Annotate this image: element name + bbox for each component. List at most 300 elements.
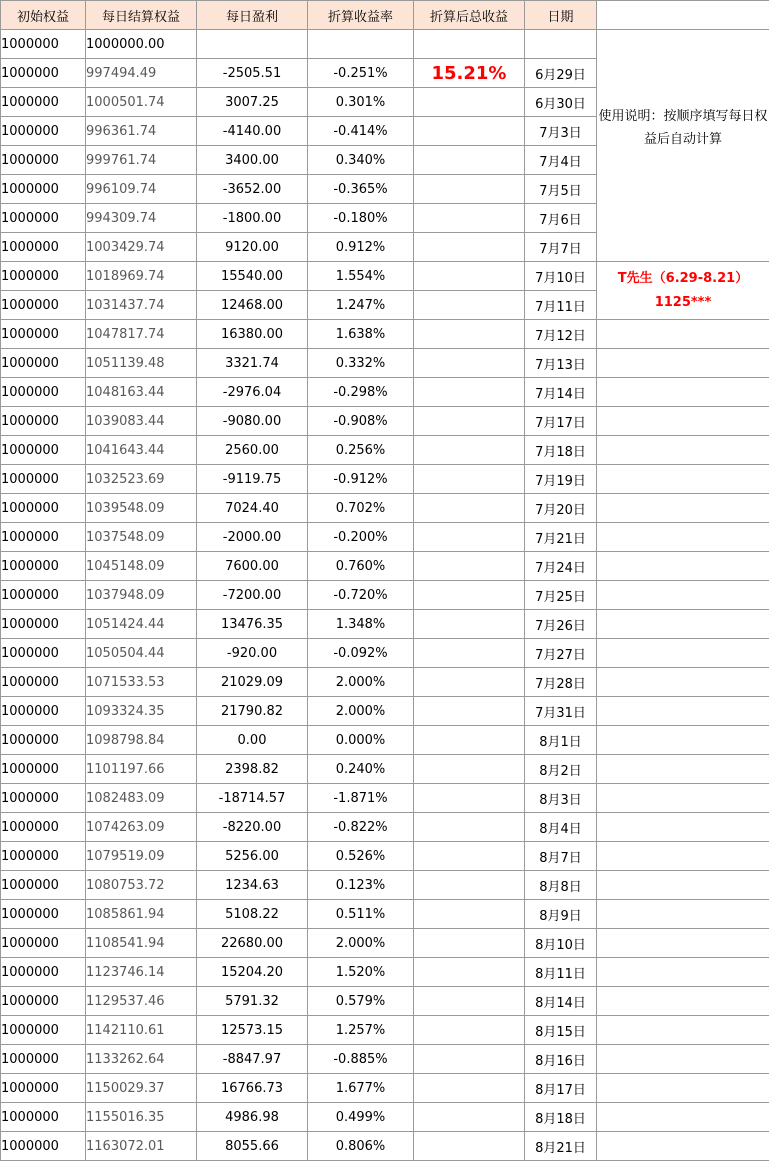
date-cell[interactable]: 8月7日 [525, 842, 597, 871]
daily-profit-cell[interactable]: 7024.40 [197, 494, 308, 523]
date-cell[interactable]: 7月21日 [525, 523, 597, 552]
return-rate-cell[interactable]: 0.702% [308, 494, 414, 523]
total-return-cell[interactable] [414, 1016, 525, 1045]
settlement-equity-cell[interactable]: 1051139.48 [86, 349, 197, 378]
initial-equity-cell[interactable]: 1000000 [1, 987, 86, 1016]
settlement-equity-cell[interactable]: 996109.74 [86, 175, 197, 204]
daily-profit-cell[interactable]: 5256.00 [197, 842, 308, 871]
settlement-equity-cell[interactable]: 1133262.64 [86, 1045, 197, 1074]
daily-profit-cell[interactable]: 12573.15 [197, 1016, 308, 1045]
settlement-equity-cell[interactable]: 1039083.44 [86, 407, 197, 436]
initial-equity-cell[interactable]: 1000000 [1, 436, 86, 465]
daily-profit-cell[interactable]: 5108.22 [197, 900, 308, 929]
return-rate-cell[interactable]: 1.520% [308, 958, 414, 987]
initial-equity-cell[interactable]: 1000000 [1, 88, 86, 117]
initial-equity-cell[interactable]: 1000000 [1, 581, 86, 610]
settlement-equity-cell[interactable]: 1000000.00 [86, 30, 197, 59]
total-return-cell[interactable] [414, 552, 525, 581]
initial-equity-cell[interactable]: 1000000 [1, 30, 86, 59]
settlement-equity-cell[interactable]: 1142110.61 [86, 1016, 197, 1045]
return-rate-cell[interactable]: -0.092% [308, 639, 414, 668]
total-return-cell[interactable] [414, 523, 525, 552]
table-row [1, 552, 769, 581]
date-cell[interactable]: 7月20日 [525, 494, 597, 523]
initial-equity-cell[interactable]: 1000000 [1, 755, 86, 784]
total-return-cell[interactable] [414, 726, 525, 755]
date-cell[interactable]: 8月18日 [525, 1103, 597, 1132]
return-rate-cell[interactable]: 1.638% [308, 320, 414, 349]
settlement-equity-cell[interactable]: 1037948.09 [86, 581, 197, 610]
settlement-equity-cell[interactable]: 997494.49 [86, 59, 197, 88]
initial-equity-cell[interactable]: 1000000 [1, 1016, 86, 1045]
date-cell[interactable]: 7月12日 [525, 320, 597, 349]
total-return-cell[interactable] [414, 407, 525, 436]
date-cell[interactable]: 8月17日 [525, 1074, 597, 1103]
return-rate-cell[interactable]: 1.677% [308, 1074, 414, 1103]
daily-profit-cell[interactable]: 16380.00 [197, 320, 308, 349]
initial-equity-cell[interactable]: 1000000 [1, 204, 86, 233]
total-return-cell[interactable] [414, 378, 525, 407]
total-return-cell[interactable] [414, 813, 525, 842]
date-cell[interactable]: 8月11日 [525, 958, 597, 987]
total-return-cell[interactable] [414, 929, 525, 958]
total-return-cell[interactable] [414, 349, 525, 378]
return-rate-cell[interactable]: -0.414% [308, 117, 414, 146]
initial-equity-cell[interactable]: 1000000 [1, 117, 86, 146]
table-row [1, 842, 769, 871]
total-return-cell[interactable] [414, 117, 525, 146]
note-cell[interactable] [597, 436, 769, 465]
initial-equity-cell[interactable]: 1000000 [1, 494, 86, 523]
initial-equity-cell[interactable]: 1000000 [1, 813, 86, 842]
total-return-cell[interactable] [414, 146, 525, 175]
note-cell[interactable] [597, 871, 769, 900]
client-name: T先生（6.29-8.21） [617, 271, 749, 286]
note-cell[interactable] [597, 1103, 769, 1132]
total-return-cell[interactable] [414, 30, 525, 59]
note-cell[interactable] [597, 1074, 769, 1103]
daily-profit-cell[interactable]: 22680.00 [197, 929, 308, 958]
return-rate-cell[interactable]: -0.180% [308, 204, 414, 233]
table-row [1, 639, 769, 668]
daily-profit-cell[interactable]: 9120.00 [197, 233, 308, 262]
settlement-equity-cell[interactable]: 1129537.46 [86, 987, 197, 1016]
date-cell[interactable]: 8月9日 [525, 900, 597, 929]
date-cell[interactable]: 7月5日 [525, 175, 597, 204]
date-cell[interactable]: 7月28日 [525, 668, 597, 697]
initial-equity-cell[interactable]: 1000000 [1, 233, 86, 262]
return-rate-cell[interactable]: 2.000% [308, 929, 414, 958]
daily-profit-cell[interactable]: 7600.00 [197, 552, 308, 581]
settlement-equity-cell[interactable]: 1085861.94 [86, 900, 197, 929]
settlement-equity-cell[interactable]: 1071533.53 [86, 668, 197, 697]
daily-profit-cell[interactable]: -7200.00 [197, 581, 308, 610]
initial-equity-cell[interactable]: 1000000 [1, 1103, 86, 1132]
daily-profit-cell[interactable]: 16766.73 [197, 1074, 308, 1103]
table-row [1, 494, 769, 523]
total-return-cell[interactable] [414, 233, 525, 262]
total-return-cell[interactable] [414, 320, 525, 349]
total-return-cell[interactable] [414, 59, 525, 88]
daily-profit-cell[interactable]: 3400.00 [197, 146, 308, 175]
client-account: 1125*** [654, 295, 712, 310]
table-row [1, 378, 769, 407]
date-cell[interactable]: 8月15日 [525, 1016, 597, 1045]
initial-equity-cell[interactable]: 1000000 [1, 175, 86, 204]
settlement-equity-cell[interactable]: 1163072.01 [86, 1132, 197, 1161]
daily-profit-cell[interactable]: -2000.00 [197, 523, 308, 552]
initial-equity-cell[interactable]: 1000000 [1, 465, 86, 494]
settlement-equity-cell[interactable]: 1150029.37 [86, 1074, 197, 1103]
daily-profit-cell[interactable]: -2976.04 [197, 378, 308, 407]
return-rate-cell[interactable]: 2.000% [308, 668, 414, 697]
settlement-equity-cell[interactable]: 1018969.74 [86, 262, 197, 291]
total-return-cell[interactable] [414, 262, 525, 291]
date-cell[interactable]: 7月4日 [525, 146, 597, 175]
settlement-equity-cell[interactable]: 1108541.94 [86, 929, 197, 958]
total-return-cell[interactable] [414, 88, 525, 117]
note-cell[interactable] [597, 755, 769, 784]
note-cell[interactable] [597, 958, 769, 987]
settlement-equity-cell[interactable]: 1041643.44 [86, 436, 197, 465]
return-rate-cell[interactable]: 0.240% [308, 755, 414, 784]
settlement-equity-cell[interactable]: 1082483.09 [86, 784, 197, 813]
daily-profit-cell[interactable]: -2505.51 [197, 59, 308, 88]
note-cell[interactable] [597, 610, 769, 639]
note-cell[interactable] [597, 668, 769, 697]
note-cell[interactable] [597, 349, 769, 378]
return-rate-cell[interactable]: 0.511% [308, 900, 414, 929]
total-return-cell[interactable] [414, 784, 525, 813]
return-rate-cell[interactable]: -0.908% [308, 407, 414, 436]
settlement-equity-cell[interactable]: 1074263.09 [86, 813, 197, 842]
date-cell[interactable]: 7月14日 [525, 378, 597, 407]
date-cell[interactable]: 7月11日 [525, 291, 597, 320]
return-rate-cell[interactable]: 0.301% [308, 88, 414, 117]
daily-profit-cell[interactable]: -9080.00 [197, 407, 308, 436]
return-rate-cell[interactable]: 0.526% [308, 842, 414, 871]
date-cell[interactable]: 7月24日 [525, 552, 597, 581]
total-return-cell[interactable] [414, 1074, 525, 1103]
total-return-cell[interactable] [414, 987, 525, 1016]
initial-equity-cell[interactable]: 1000000 [1, 784, 86, 813]
date-cell[interactable]: 7月19日 [525, 465, 597, 494]
note-cell[interactable] [597, 30, 769, 59]
note-cell[interactable] [597, 175, 769, 204]
daily-profit-cell[interactable]: 2398.82 [197, 755, 308, 784]
date-cell[interactable]: 8月14日 [525, 987, 597, 1016]
daily-profit-cell[interactable]: -1800.00 [197, 204, 308, 233]
return-rate-cell[interactable]: -0.822% [308, 813, 414, 842]
note-cell[interactable] [597, 697, 769, 726]
settlement-equity-cell[interactable]: 1039548.09 [86, 494, 197, 523]
date-cell[interactable]: 7月26日 [525, 610, 597, 639]
date-cell[interactable]: 7月27日 [525, 639, 597, 668]
initial-equity-cell[interactable]: 1000000 [1, 900, 86, 929]
initial-equity-cell[interactable]: 1000000 [1, 697, 86, 726]
initial-equity-cell[interactable]: 1000000 [1, 639, 86, 668]
initial-equity-cell[interactable]: 1000000 [1, 291, 86, 320]
return-rate-cell[interactable]: -0.365% [308, 175, 414, 204]
return-rate-cell[interactable]: 0.340% [308, 146, 414, 175]
daily-profit-cell[interactable]: -3652.00 [197, 175, 308, 204]
table-row [1, 813, 769, 842]
date-cell[interactable] [525, 30, 597, 59]
note-cell[interactable] [597, 581, 769, 610]
daily-profit-cell[interactable]: 13476.35 [197, 610, 308, 639]
initial-equity-cell[interactable]: 1000000 [1, 378, 86, 407]
note-cell[interactable] [597, 59, 769, 88]
note-cell[interactable] [597, 842, 769, 871]
settlement-equity-cell[interactable]: 1123746.14 [86, 958, 197, 987]
table-row [1, 610, 769, 639]
return-rate-cell[interactable]: -1.871% [308, 784, 414, 813]
header-initial-equity[interactable]: 初始权益 [1, 1, 86, 30]
total-return-cell[interactable] [414, 900, 525, 929]
date-cell[interactable]: 7月17日 [525, 407, 597, 436]
return-rate-cell[interactable]: 0.499% [308, 1103, 414, 1132]
settlement-equity-cell[interactable]: 1155016.35 [86, 1103, 197, 1132]
settlement-equity-cell[interactable]: 1098798.84 [86, 726, 197, 755]
note-cell[interactable] [597, 1045, 769, 1074]
settlement-equity-cell[interactable]: 1080753.72 [86, 871, 197, 900]
total-return-cell[interactable] [414, 668, 525, 697]
note-cell[interactable] [597, 494, 769, 523]
total-return-value: 15.21% [431, 62, 507, 84]
table-row [1, 59, 769, 88]
daily-profit-cell[interactable]: -8220.00 [197, 813, 308, 842]
table-row [1, 1103, 769, 1132]
header-daily-profit[interactable]: 每日盈利 [197, 1, 308, 30]
total-return-cell[interactable] [414, 958, 525, 987]
note-cell[interactable] [597, 233, 769, 262]
settlement-equity-cell[interactable]: 1050504.44 [86, 639, 197, 668]
date-cell[interactable]: 8月10日 [525, 929, 597, 958]
table-row [1, 233, 769, 262]
return-rate-cell[interactable]: 2.000% [308, 697, 414, 726]
daily-profit-cell[interactable]: 8055.66 [197, 1132, 308, 1161]
settlement-equity-cell[interactable]: 1045148.09 [86, 552, 197, 581]
date-cell[interactable]: 7月7日 [525, 233, 597, 262]
settlement-equity-cell[interactable]: 1093324.35 [86, 697, 197, 726]
daily-profit-cell[interactable] [197, 30, 308, 59]
total-return-cell[interactable] [414, 842, 525, 871]
total-return-cell[interactable] [414, 697, 525, 726]
table-row [1, 30, 769, 59]
header-total-return[interactable]: 折算后总收益 [414, 1, 525, 30]
settlement-equity-cell[interactable]: 999761.74 [86, 146, 197, 175]
header-return-rate[interactable]: 折算收益率 [308, 1, 414, 30]
note-cell[interactable] [597, 523, 769, 552]
daily-profit-cell[interactable]: 1234.63 [197, 871, 308, 900]
initial-equity-cell[interactable]: 1000000 [1, 1045, 86, 1074]
daily-profit-cell[interactable]: 15540.00 [197, 262, 308, 291]
daily-profit-cell[interactable]: 3007.25 [197, 88, 308, 117]
daily-profit-cell[interactable]: 21029.09 [197, 668, 308, 697]
return-rate-cell[interactable]: -0.298% [308, 378, 414, 407]
total-return-cell[interactable] [414, 175, 525, 204]
return-rate-cell[interactable] [308, 30, 414, 59]
total-return-cell[interactable] [414, 871, 525, 900]
total-return-cell[interactable] [414, 291, 525, 320]
settlement-equity-cell[interactable]: 1047817.74 [86, 320, 197, 349]
total-return-cell[interactable] [414, 1132, 525, 1161]
total-return-cell[interactable] [414, 436, 525, 465]
date-cell[interactable]: 6月30日 [525, 88, 597, 117]
daily-profit-cell[interactable]: -8847.97 [197, 1045, 308, 1074]
settlement-equity-cell[interactable]: 996361.74 [86, 117, 197, 146]
date-cell[interactable]: 8月21日 [525, 1132, 597, 1161]
settlement-equity-cell[interactable]: 1048163.44 [86, 378, 197, 407]
daily-profit-cell[interactable]: 15204.20 [197, 958, 308, 987]
initial-equity-cell[interactable]: 1000000 [1, 842, 86, 871]
table-row [1, 958, 769, 987]
initial-equity-cell[interactable]: 1000000 [1, 871, 86, 900]
table-row [1, 581, 769, 610]
note-cell[interactable] [597, 813, 769, 842]
table-row [1, 668, 769, 697]
return-rate-cell[interactable]: 1.247% [308, 291, 414, 320]
date-cell[interactable]: 7月18日 [525, 436, 597, 465]
total-return-cell[interactable] [414, 1045, 525, 1074]
total-return-cell[interactable] [414, 494, 525, 523]
settlement-equity-cell[interactable]: 1037548.09 [86, 523, 197, 552]
daily-profit-cell[interactable]: 4986.98 [197, 1103, 308, 1132]
return-rate-cell[interactable]: -0.912% [308, 465, 414, 494]
total-return-cell[interactable] [414, 204, 525, 233]
initial-equity-cell[interactable]: 1000000 [1, 958, 86, 987]
total-return-cell[interactable] [414, 1103, 525, 1132]
note-cell-header[interactable] [597, 1, 769, 30]
date-cell[interactable]: 7月3日 [525, 117, 597, 146]
date-cell[interactable]: 8月4日 [525, 813, 597, 842]
return-rate-cell[interactable]: 1.554% [308, 262, 414, 291]
note-cell[interactable] [597, 320, 769, 349]
date-cell[interactable]: 7月31日 [525, 697, 597, 726]
return-rate-cell[interactable]: 0.760% [308, 552, 414, 581]
note-cell[interactable] [597, 465, 769, 494]
initial-equity-cell[interactable]: 1000000 [1, 349, 86, 378]
table-row [1, 523, 769, 552]
return-rate-cell[interactable]: 1.348% [308, 610, 414, 639]
header-date[interactable]: 日期 [525, 1, 597, 30]
return-rate-cell[interactable]: 0.332% [308, 349, 414, 378]
initial-equity-cell[interactable]: 1000000 [1, 552, 86, 581]
initial-equity-cell[interactable]: 1000000 [1, 1132, 86, 1161]
total-return-cell[interactable] [414, 639, 525, 668]
instruction-note: 使用说明：按顺序填写每日权益后自动计算 [598, 109, 768, 147]
note-cell[interactable] [597, 1016, 769, 1045]
daily-profit-cell[interactable]: 2560.00 [197, 436, 308, 465]
table-row [1, 436, 769, 465]
note-cell[interactable] [597, 204, 769, 233]
return-rate-cell[interactable]: -0.885% [308, 1045, 414, 1074]
initial-equity-cell[interactable]: 1000000 [1, 1074, 86, 1103]
settlement-equity-cell[interactable]: 1031437.74 [86, 291, 197, 320]
date-cell[interactable]: 8月8日 [525, 871, 597, 900]
note-cell[interactable] [597, 639, 769, 668]
daily-profit-cell[interactable]: -4140.00 [197, 117, 308, 146]
return-rate-cell[interactable]: -0.720% [308, 581, 414, 610]
initial-equity-cell[interactable]: 1000000 [1, 262, 86, 291]
settlement-equity-cell[interactable]: 994309.74 [86, 204, 197, 233]
daily-profit-cell[interactable]: -920.00 [197, 639, 308, 668]
note-cell[interactable] [597, 987, 769, 1016]
daily-profit-cell[interactable]: 12468.00 [197, 291, 308, 320]
return-rate-cell[interactable]: 0.912% [308, 233, 414, 262]
table-row [1, 407, 769, 436]
daily-profit-cell[interactable]: -18714.57 [197, 784, 308, 813]
note-cell[interactable] [597, 1132, 769, 1161]
total-return-cell[interactable] [414, 610, 525, 639]
note-cell[interactable] [597, 378, 769, 407]
daily-profit-cell[interactable]: 5791.32 [197, 987, 308, 1016]
initial-equity-cell[interactable]: 1000000 [1, 320, 86, 349]
date-cell[interactable]: 7月10日 [525, 262, 597, 291]
return-rate-cell[interactable]: -0.200% [308, 523, 414, 552]
note-cell[interactable] [597, 552, 769, 581]
daily-profit-cell[interactable]: -9119.75 [197, 465, 308, 494]
initial-equity-cell[interactable]: 1000000 [1, 610, 86, 639]
initial-equity-cell[interactable]: 1000000 [1, 407, 86, 436]
date-cell[interactable]: 8月2日 [525, 755, 597, 784]
initial-equity-cell[interactable]: 1000000 [1, 668, 86, 697]
total-return-cell[interactable] [414, 755, 525, 784]
date-cell[interactable]: 8月1日 [525, 726, 597, 755]
settlement-equity-cell[interactable]: 1051424.44 [86, 610, 197, 639]
daily-profit-cell[interactable]: 0.00 [197, 726, 308, 755]
settlement-equity-cell[interactable]: 1003429.74 [86, 233, 197, 262]
settlement-equity-cell[interactable]: 1032523.69 [86, 465, 197, 494]
initial-equity-cell[interactable]: 1000000 [1, 726, 86, 755]
note-cell[interactable] [597, 900, 769, 929]
return-rate-cell[interactable]: 0.123% [308, 871, 414, 900]
initial-equity-cell[interactable]: 1000000 [1, 523, 86, 552]
date-cell[interactable]: 7月25日 [525, 581, 597, 610]
note-cell[interactable] [597, 929, 769, 958]
settlement-equity-cell[interactable]: 1079519.09 [86, 842, 197, 871]
note-cell[interactable] [597, 407, 769, 436]
header-daily-settlement[interactable]: 每日结算权益 [86, 1, 197, 30]
initial-equity-cell[interactable]: 1000000 [1, 146, 86, 175]
return-rate-cell[interactable]: -0.251% [308, 59, 414, 88]
total-return-cell[interactable] [414, 581, 525, 610]
settlement-equity-cell[interactable]: 1101197.66 [86, 755, 197, 784]
daily-profit-cell[interactable]: 21790.82 [197, 697, 308, 726]
total-return-cell[interactable] [414, 465, 525, 494]
return-rate-cell[interactable]: 0.000% [308, 726, 414, 755]
return-rate-cell[interactable]: 1.257% [308, 1016, 414, 1045]
date-cell[interactable]: 7月13日 [525, 349, 597, 378]
date-cell[interactable]: 7月6日 [525, 204, 597, 233]
date-cell[interactable]: 8月3日 [525, 784, 597, 813]
initial-equity-cell[interactable]: 1000000 [1, 59, 86, 88]
initial-equity-cell[interactable]: 1000000 [1, 929, 86, 958]
return-rate-cell[interactable]: 0.579% [308, 987, 414, 1016]
table-row [1, 1132, 769, 1161]
return-rate-cell[interactable]: 0.806% [308, 1132, 414, 1161]
return-rate-cell[interactable]: 0.256% [308, 436, 414, 465]
date-cell[interactable]: 8月16日 [525, 1045, 597, 1074]
date-cell[interactable]: 6月29日 [525, 59, 597, 88]
note-cell[interactable] [597, 784, 769, 813]
table-row [1, 784, 769, 813]
settlement-equity-cell[interactable]: 1000501.74 [86, 88, 197, 117]
daily-profit-cell[interactable]: 3321.74 [197, 349, 308, 378]
table-row [1, 320, 769, 349]
table-row [1, 1016, 769, 1045]
note-cell[interactable] [597, 726, 769, 755]
